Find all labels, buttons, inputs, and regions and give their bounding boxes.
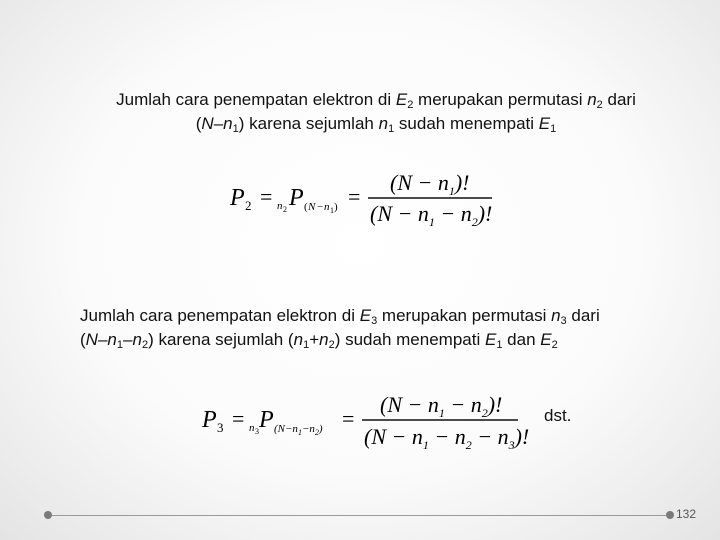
- formula-1-equals: =: [260, 184, 273, 209]
- formula-2-P-sub: 3: [217, 420, 224, 435]
- var-E: E: [359, 306, 372, 325]
- formula-1-paren-close: ): [334, 201, 338, 213]
- var-n: n: [587, 90, 597, 109]
- var-n: n: [107, 330, 117, 349]
- text: Jumlah cara penempatan elektron di: [116, 90, 396, 109]
- text: merupakan permutasi: [413, 90, 588, 109]
- var-E: E: [484, 330, 497, 349]
- minus: –: [97, 330, 108, 349]
- text: (: [80, 330, 86, 349]
- formula-1-n: n: [324, 201, 330, 213]
- var-N: N: [85, 330, 98, 349]
- page-number: 132: [676, 507, 697, 521]
- text: ) karena sejumlah: [238, 114, 379, 133]
- formula-1-P: P: [230, 185, 245, 211]
- formula-1-P-sub: 2: [245, 198, 252, 213]
- subscript: 2: [141, 339, 149, 351]
- formula-1-minus: −: [317, 201, 324, 213]
- subscript: 2: [328, 339, 335, 351]
- formula-2: [202, 390, 532, 454]
- formula-2-numerator: $(N - n_1 - n_2)$!: [380, 392, 503, 420]
- subscript: 2: [596, 99, 603, 111]
- subscript: 2: [551, 339, 558, 351]
- var-n: n: [293, 330, 304, 349]
- text: dan: [502, 330, 541, 349]
- formula-1-N: N: [308, 201, 316, 213]
- formula-2-P: P: [202, 407, 217, 433]
- subscript: 1: [116, 339, 124, 351]
- var-n: n: [378, 114, 389, 133]
- formula-2-pre-n-sub: 3: [255, 427, 259, 436]
- formula-1-equals-2: =: [348, 184, 361, 209]
- var-n: n: [132, 330, 142, 349]
- footer-line: [52, 515, 666, 516]
- formula-2-equals-2: =: [342, 406, 355, 431]
- text: dari: [566, 306, 600, 325]
- formula-1-numerator: $(N - n_1)$!: [390, 170, 470, 198]
- formula-1-pre-n: n: [277, 200, 283, 212]
- formula-2-equals: =: [232, 406, 245, 431]
- dst-label: dst.: [544, 406, 572, 425]
- subscript: 1: [388, 123, 395, 135]
- formula-1-P2: P: [289, 185, 304, 211]
- formula-1-n-sub: 1: [330, 206, 334, 215]
- subscript: 1: [303, 339, 310, 351]
- formula-1-pre-n-sub: 2: [283, 205, 287, 214]
- text: merupakan permutasi: [377, 306, 552, 325]
- var-n: n: [551, 306, 561, 325]
- minus: –: [123, 330, 133, 349]
- subscript: 1: [550, 123, 557, 135]
- subscript: 1: [232, 123, 239, 135]
- var-N: N: [201, 114, 214, 133]
- paragraph-1-line-1: [86, 88, 666, 112]
- paragraph-1: [86, 88, 666, 136]
- var-E: E: [538, 114, 551, 133]
- text: dari: [602, 90, 636, 109]
- plus: +: [309, 330, 320, 349]
- footer-right-dot: [666, 511, 674, 519]
- var-E: E: [540, 330, 552, 349]
- paragraph-2: [80, 304, 660, 352]
- subscript: 3: [560, 315, 567, 327]
- text: ) karena sejumlah (: [148, 330, 294, 349]
- paragraph-2-line-2: [80, 328, 660, 352]
- formula-2-denominator: $(N - n_1 - n_2 - n_3)$!: [364, 424, 530, 452]
- text: (: [195, 114, 202, 133]
- subscript: 3: [371, 315, 378, 327]
- subscript: 2: [407, 99, 414, 111]
- var-E: E: [395, 90, 408, 109]
- text: sudah menempati: [394, 114, 539, 133]
- minus: –: [213, 114, 224, 133]
- formula-2-pre-n: n: [249, 422, 255, 434]
- paragraph-1-line-2: [86, 112, 666, 136]
- var-n: n: [223, 114, 233, 133]
- paragraph-2-line-1: [80, 304, 660, 328]
- formula-2-subscript: $(N-n_1-n_2)$: [274, 423, 323, 437]
- formula-2-P2: P: [259, 407, 274, 433]
- footer-left-dot: [44, 511, 52, 519]
- subscript: 1: [496, 339, 503, 351]
- text: Jumlah cara penempatan elektron di: [80, 306, 360, 325]
- var-n: n: [319, 330, 329, 349]
- formula-1-paren-open: (: [304, 201, 308, 213]
- formula-1-denominator: $(N - n_1 - n_2)$!: [370, 201, 493, 229]
- text: ) sudah menempati: [334, 330, 485, 349]
- formula-1: [230, 166, 500, 230]
